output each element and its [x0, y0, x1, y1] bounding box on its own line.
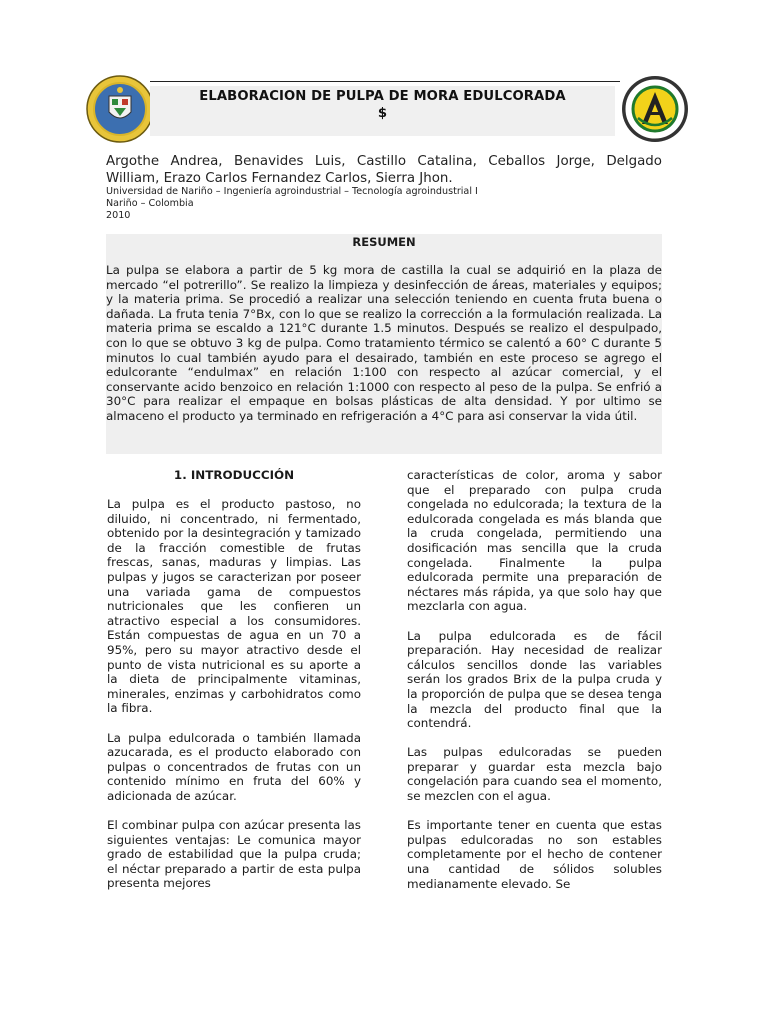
paragraph: Las pulpas edulcoradas se pueden preparar y guardar esta mezcla bajo congelación para cuando sea el momento, se mezclen con el agua.: [407, 745, 662, 804]
title-symbol: $: [377, 106, 388, 121]
affiliation: Universidad de Nariño – Ingeniería agroindustrial – Tecnología agroindustrial I: [106, 186, 478, 197]
paragraph: Es importante tener en cuenta que estas pulpas edulcoradas no son estables completamente por el hecho de contener una cantidad de sólidos solubles medianamente elevado. Se: [407, 818, 662, 891]
year: 2010: [106, 210, 131, 221]
left-column: [107, 497, 361, 906]
paragraph: La pulpa edulcorada es de fácil preparación. Hay necesidad de realizar cálculos sencillos donde las variables serán los grados Brix de la pulpa cruda y la proporción de pulpa que se desea tenga la mezcla del producto final que la contendrá.: [407, 628, 662, 731]
paragraph: El combinar pulpa con azúcar presenta las siguientes ventajas: Le comunica mayor grado de estabilidad que la pulpa cruda; el néctar preparado a partir de esta pulpa presenta mejores: [107, 818, 361, 891]
abstract-text: La pulpa se elabora a partir de 5 kg mora de castilla la cual se adquirió en la plaza de mercado “el potrerillo”. Se realizo la limpieza y desinfección de áreas, materiales y equipos; y la materia prima. Se procedió a realizar una selección teniendo en cuenta fruta buena o dañada. La fruta tenia 7°Bx, con lo que se realizo la corrección a la formulación realizada. La materia prima se escaldo a 121°C durante 1.5 minutos. Después se realizo el despulpado, con lo que se obtuvo 3 kg de pulpa. Como tratamiento térmico se calentó a 60° C durante 5 minutos lo cual también ayudo para el desairado, también en este proceso se agrego el edulcorante “endulmax” en relación 1:100 con respecto al azúcar comercial, y el conservante acido benzoico en relación 1:1000 con respecto al peso de la pulpa. Se enfrió a 30°C para realizar el empaque en bolsas plásticas de alta densidad. Y por ultimo se almaceno el producto ya terminado en refrigeración a 4°C para asi conservar la vida útil.: [106, 263, 662, 423]
agroindustrial-seal-logo: [620, 74, 690, 144]
section-heading-introduction: 1. INTRODUCCIÓN: [173, 468, 295, 482]
right-column: [407, 468, 662, 906]
paragraph: La pulpa es el producto pastoso, no diluido, ni concentrado, ni fermentado, obtenido por la desintegración y tamizado de la fracción comestible de frutas frescas, sanas, maduras y limpias. Las pulpas y jugos se caracterizan por poseer una variada gama de compuestos nutricionales que les confieren un atractivo especial a los consumidores. Están compuestas de agua en un 70 a 95%, pero su mayor atractivo desde el punto de vista nutricional es su aporte a la dieta de principalmente vitaminas, minerales, enzimas y carbohidratos como la fibra.: [107, 497, 361, 716]
paragraph: La pulpa edulcorada o también llamada azucarada, es el producto elaborado con pulpas o concentrados de frutas con un contenido mínimo en fruta del 60% y adicionada de azúcar.: [107, 730, 361, 803]
author-list: Argothe Andrea, Benavides Luis, Castillo Catalina, Ceballos Jorge, Delgado William, Erazo Carlos Fernandez Carlos, Sierra Jhon.: [106, 154, 662, 186]
abstract-heading: RESUMEN: [352, 235, 416, 249]
university-seal-logo: [85, 74, 155, 144]
location: Nariño – Colombia: [106, 198, 194, 209]
header-rule: [150, 81, 620, 82]
paper-title: ELABORACION DE PULPA DE MORA EDULCORADA: [199, 89, 566, 104]
paragraph: características de color, aroma y sabor que el preparado con pulpa cruda congelada no edulcorada; la textura de la edulcorada congelada es más blanda que la cruda congelada, permitiendo una dosificación mas sencilla que la cruda congelada. Finalmente la pulpa edulcorada permite una preparación de néctares más rápida, ya que solo hay que mezclarla con agua.: [407, 468, 662, 614]
